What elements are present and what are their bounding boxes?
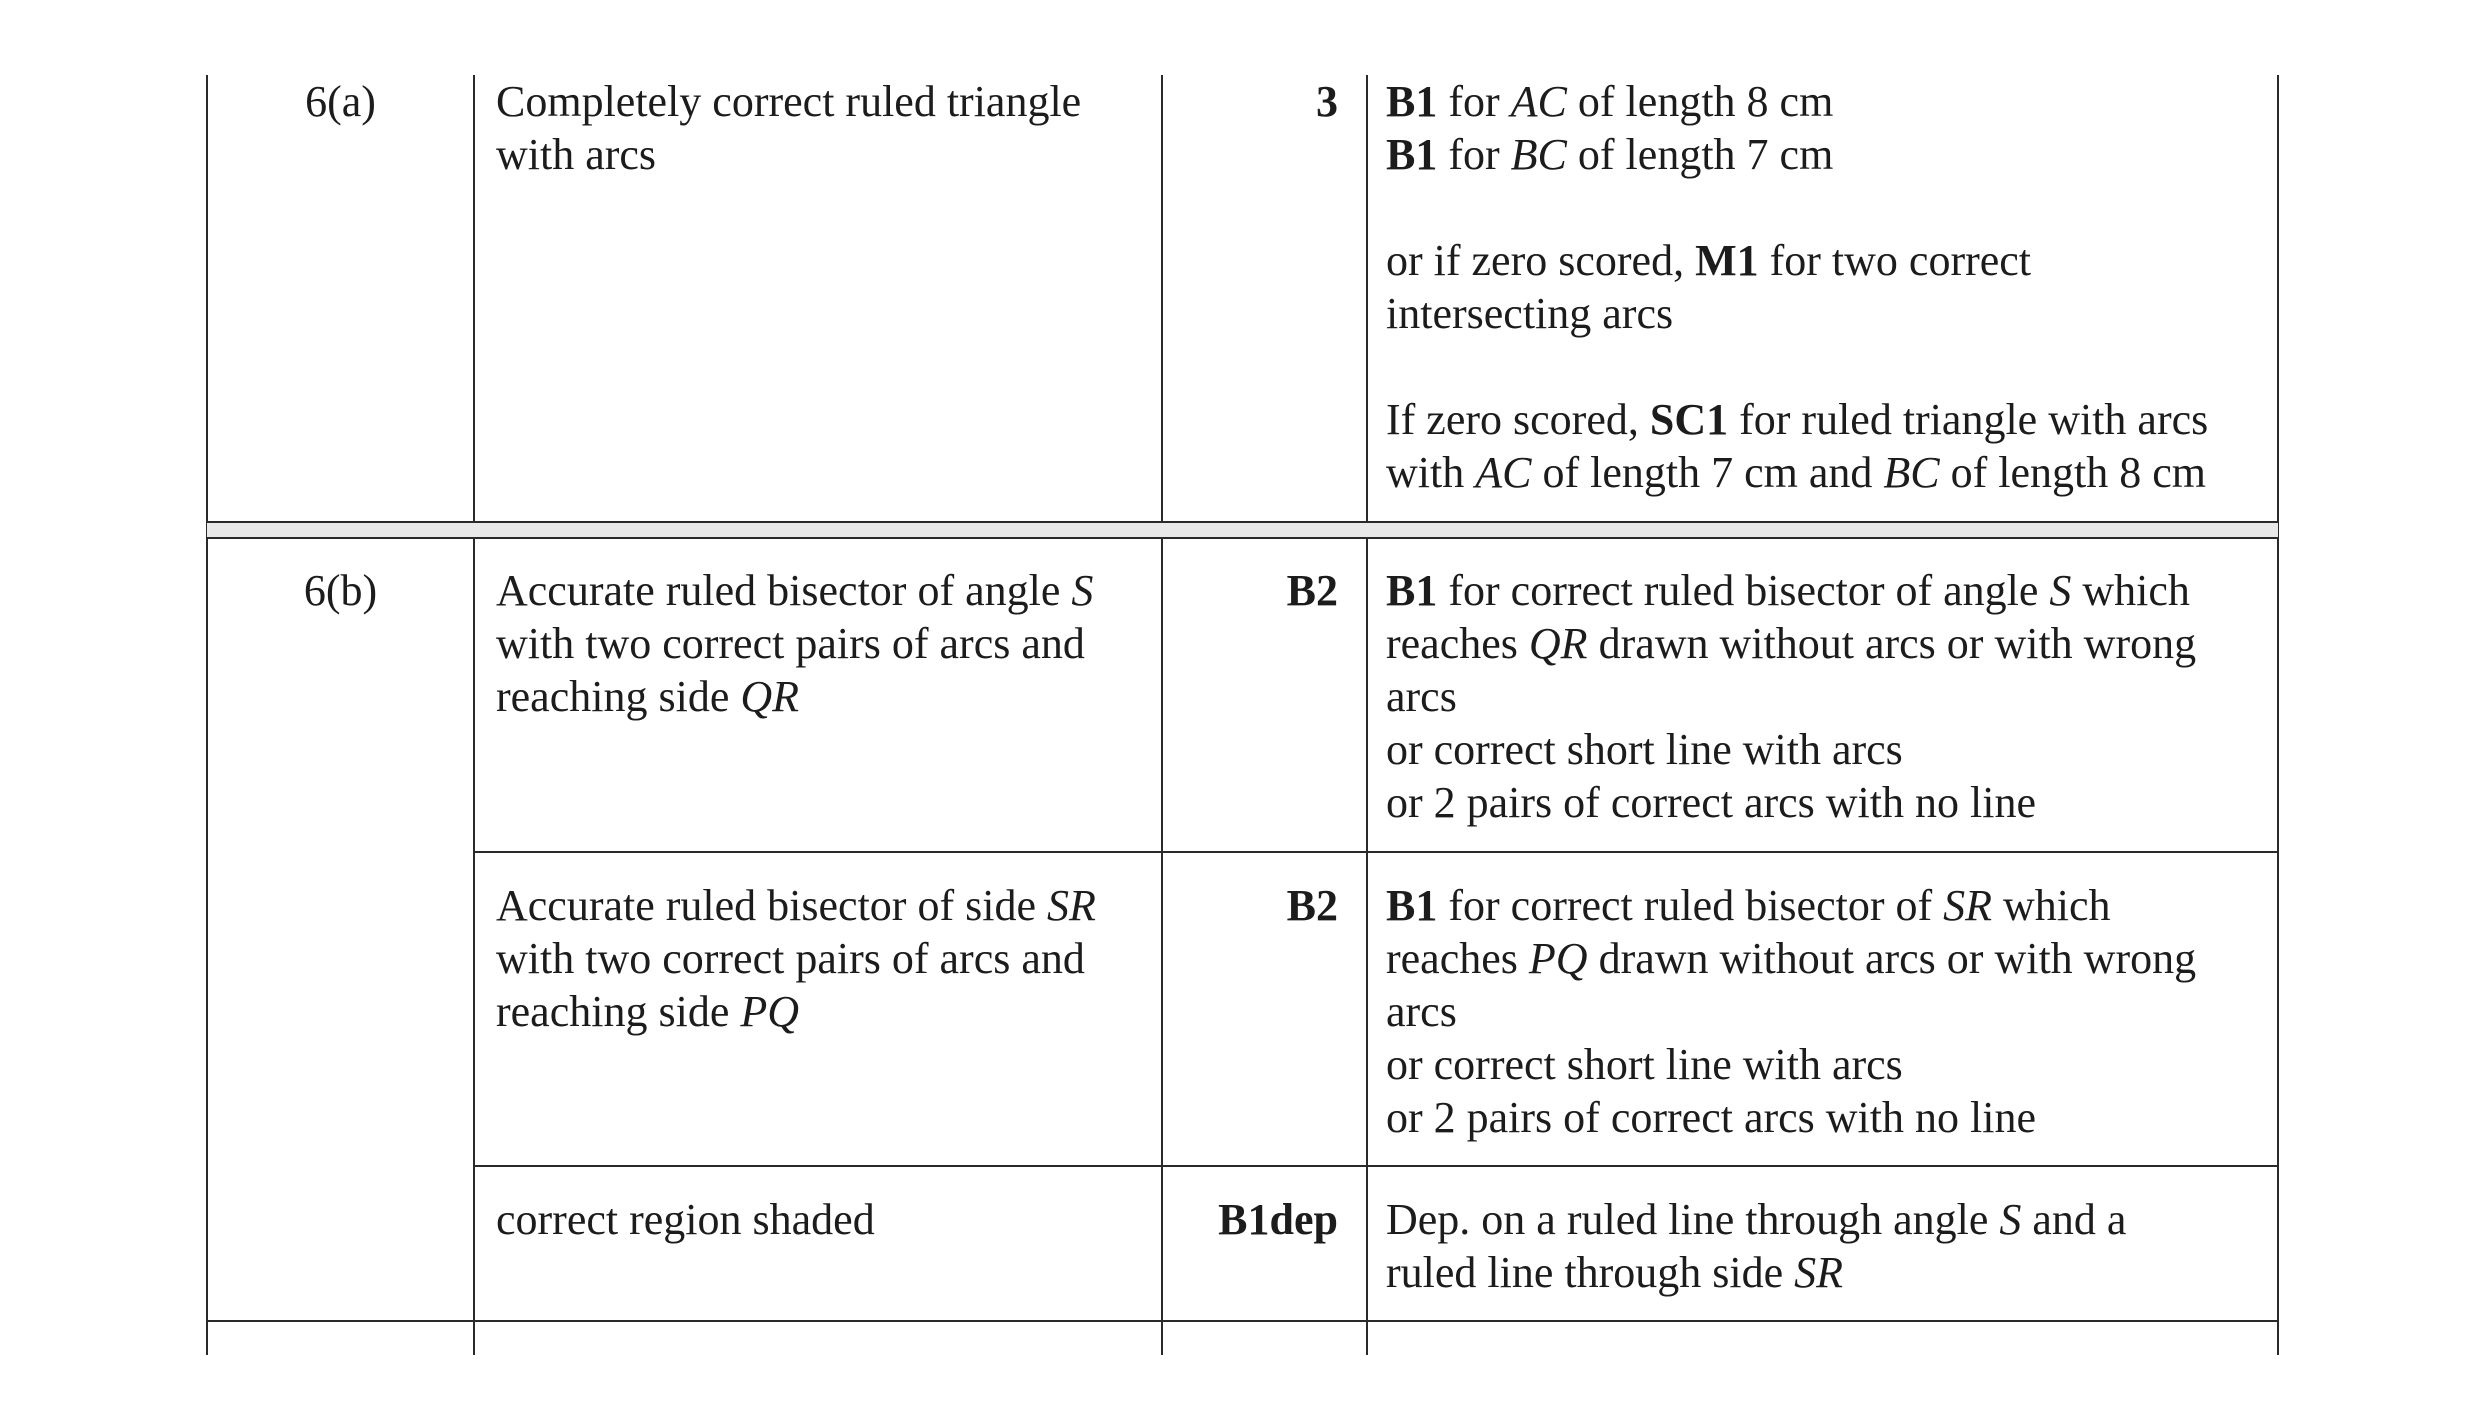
text-line bbox=[496, 985, 1096, 1038]
text-run: with bbox=[1386, 448, 1476, 497]
table-border-bottom bbox=[206, 1320, 2279, 1322]
text-run: intersecting arcs bbox=[1386, 289, 1674, 338]
text-line bbox=[1386, 985, 2196, 1038]
text-run: or correct short line with arcs bbox=[1386, 725, 1903, 774]
column-divider-answer bbox=[473, 75, 475, 1355]
text-line bbox=[1386, 287, 2208, 340]
text-line bbox=[496, 670, 1093, 723]
math-label: S bbox=[1999, 1195, 2022, 1244]
math-label: SR bbox=[1047, 881, 1096, 930]
text-line bbox=[1386, 1193, 2126, 1246]
answer-cell bbox=[496, 1193, 875, 1246]
text-run: reaches bbox=[1386, 934, 1529, 983]
guidance-cell bbox=[1386, 1193, 2126, 1299]
mark-code: B1 bbox=[1386, 130, 1438, 179]
text-run: for correct ruled bisector of bbox=[1437, 881, 1944, 930]
text-run: drawn without arcs or with wrong bbox=[1587, 934, 2197, 983]
mark-code: B1 bbox=[1386, 881, 1438, 930]
math-label: QR bbox=[740, 672, 799, 721]
text-run: reaches bbox=[1386, 619, 1529, 668]
question-number: 6(b) bbox=[303, 566, 378, 615]
text-line bbox=[496, 1193, 875, 1246]
text-run: Completely correct ruled triangle bbox=[496, 77, 1082, 126]
mark-code: B1 bbox=[1386, 566, 1438, 615]
text-run: correct region shaded bbox=[496, 1195, 875, 1244]
table-border-left bbox=[206, 75, 208, 1355]
question-separator-bottom bbox=[206, 537, 2279, 539]
mark-code: M1 bbox=[1695, 236, 1759, 285]
text-line bbox=[1386, 879, 2196, 932]
marks-cell: 3 bbox=[1316, 77, 1338, 126]
text-line bbox=[1386, 1246, 2126, 1299]
math-label: AC bbox=[1510, 77, 1567, 126]
marks-cell: B1dep bbox=[1218, 1195, 1338, 1244]
text-line bbox=[1386, 1091, 2196, 1144]
text-run: Dep. on a ruled line through angle bbox=[1386, 1195, 2000, 1244]
text-line bbox=[1386, 75, 2208, 128]
guidance-cell bbox=[1386, 879, 2196, 1144]
text-run: with two correct pairs of arcs and bbox=[496, 619, 1085, 668]
marks-cell: B2 bbox=[1286, 566, 1338, 615]
text-run: for two correct bbox=[1758, 236, 2032, 285]
text-line bbox=[1386, 1038, 2196, 1091]
math-label: SR bbox=[1943, 881, 1993, 930]
row-divider bbox=[473, 851, 2279, 853]
answer-cell bbox=[496, 879, 1096, 1038]
text-run: arcs bbox=[1386, 672, 1457, 721]
marks-cell: B2 bbox=[1286, 881, 1338, 930]
question-separator-band bbox=[207, 523, 2278, 538]
text-line bbox=[1386, 776, 2196, 829]
question-number: 6(a) bbox=[305, 77, 376, 126]
text-run: or 2 pairs of correct arcs with no line bbox=[1386, 1093, 2036, 1142]
text-run: of length 8 cm bbox=[1566, 77, 1834, 126]
text-line bbox=[496, 879, 1096, 932]
text-run: or if zero scored, bbox=[1386, 236, 1696, 285]
blank-line bbox=[1386, 181, 2208, 234]
column-divider-guidance bbox=[1366, 75, 1368, 1355]
text-run: ruled line through side bbox=[1386, 1248, 1795, 1297]
row-divider bbox=[473, 1165, 2279, 1167]
math-label: S bbox=[1071, 566, 1094, 615]
text-run: with two correct pairs of arcs and bbox=[496, 934, 1085, 983]
table-border-right bbox=[2277, 75, 2279, 1355]
question-separator-top bbox=[206, 521, 2279, 523]
text-line bbox=[1386, 446, 2208, 499]
math-label: QR bbox=[1528, 619, 1588, 668]
text-line bbox=[496, 564, 1093, 617]
text-run: and a bbox=[2021, 1195, 2127, 1244]
text-run: of length 7 cm and bbox=[1531, 448, 1884, 497]
text-run: for bbox=[1437, 77, 1511, 126]
text-line bbox=[1386, 393, 2208, 446]
math-label: BC bbox=[1883, 448, 1940, 497]
mark-code: B1 bbox=[1386, 77, 1438, 126]
math-label: S bbox=[2049, 566, 2072, 615]
text-run: or 2 pairs of correct arcs with no line bbox=[1386, 778, 2036, 827]
guidance-cell bbox=[1386, 75, 2208, 499]
text-line bbox=[496, 128, 1081, 181]
mark-code: SC1 bbox=[1649, 395, 1729, 444]
text-line bbox=[1386, 564, 2196, 617]
text-run: of length 7 cm bbox=[1566, 130, 1834, 179]
text-run: which bbox=[1992, 881, 2111, 930]
text-run: Accurate ruled bisector of side bbox=[496, 881, 1047, 930]
text-line bbox=[496, 75, 1081, 128]
guidance-cell bbox=[1386, 564, 2196, 829]
answer-cell bbox=[496, 75, 1081, 181]
math-label: PQ bbox=[1528, 934, 1588, 983]
math-label: SR bbox=[1794, 1248, 1844, 1297]
text-line bbox=[1386, 723, 2196, 776]
text-run: for correct ruled bisector of angle bbox=[1437, 566, 2050, 615]
text-run: drawn without arcs or with wrong bbox=[1587, 619, 2197, 668]
text-run: of length 8 cm bbox=[1939, 448, 2207, 497]
text-run: If zero scored, bbox=[1386, 395, 1650, 444]
answer-cell bbox=[496, 564, 1093, 723]
text-run: for bbox=[1437, 130, 1511, 179]
math-label: AC bbox=[1475, 448, 1532, 497]
text-line bbox=[1386, 932, 2196, 985]
text-run: reaching side bbox=[496, 672, 741, 721]
text-run: with arcs bbox=[496, 130, 657, 179]
text-run: reaching side bbox=[496, 987, 741, 1036]
text-run: arcs bbox=[1386, 987, 1457, 1036]
text-line bbox=[1386, 234, 2208, 287]
text-line bbox=[496, 617, 1093, 670]
text-line bbox=[496, 932, 1096, 985]
text-run: Accurate ruled bisector of angle bbox=[496, 566, 1072, 615]
text-line bbox=[1386, 670, 2196, 723]
math-label: BC bbox=[1510, 130, 1567, 179]
blank-line bbox=[1386, 340, 2208, 393]
math-label: PQ bbox=[740, 987, 799, 1036]
text-run: or correct short line with arcs bbox=[1386, 1040, 1903, 1089]
text-run: for ruled triangle with arcs bbox=[1728, 395, 2209, 444]
column-divider-marks bbox=[1161, 75, 1163, 1355]
text-line bbox=[1386, 128, 2208, 181]
text-run: which bbox=[2071, 566, 2190, 615]
text-line bbox=[1386, 617, 2196, 670]
